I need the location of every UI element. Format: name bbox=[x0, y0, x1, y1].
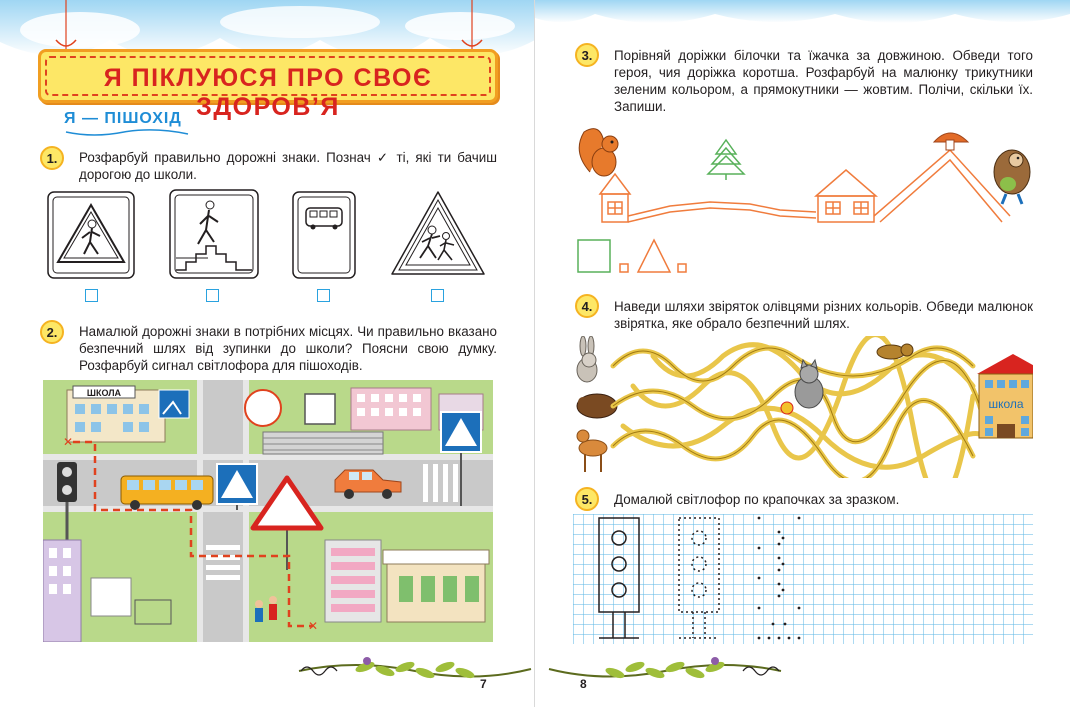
bus-stop-sign[interactable] bbox=[291, 190, 357, 280]
task-number-4: 4. bbox=[575, 294, 599, 318]
section-subtitle: Я — ПІШОХІД bbox=[64, 110, 182, 127]
checkbox-sign-2[interactable] bbox=[206, 289, 219, 302]
street-scene-illustration bbox=[43, 380, 493, 642]
svg-text:✕: ✕ bbox=[63, 435, 74, 449]
task-1-text: Розфарбуй правильно дорожні знаки. Познач ✓ ті, які ти бачиш дорогою до школи. bbox=[79, 150, 497, 182]
checkbox-sign-4[interactable] bbox=[431, 289, 444, 302]
children-crossing-icon[interactable] bbox=[388, 188, 488, 280]
maze-school-label: школа bbox=[988, 397, 1024, 411]
maze-illustration bbox=[573, 336, 1033, 478]
task-number-2: 2. bbox=[40, 320, 64, 344]
right-page bbox=[535, 0, 1070, 707]
task-4-text: Наведи шляхи звіряток олівцями різних кольорів. Обведи малюнок звірятка, яке обрало безпечний шлях. bbox=[614, 299, 1033, 331]
traffic-light-grid[interactable] bbox=[573, 514, 1033, 644]
squirrel-icon bbox=[579, 129, 618, 176]
task-2-text: Намалюй дорожні знаки в потрібних місцях. Чи правильно вказано безпечний шлях від зупинки до школи? Поясни свою думку. Розфарбуй сигнал світлофора для пішоходів. bbox=[79, 324, 497, 373]
sky-clouds-decoration-right bbox=[535, 0, 1070, 40]
footer-vine-decoration-left bbox=[295, 655, 535, 685]
scene-school-label: ШКОЛА bbox=[86, 388, 122, 398]
page-number-left: 7 bbox=[480, 677, 487, 691]
task-5-text: Домалюй світлофор по крапочках за зразком. bbox=[614, 492, 900, 507]
task-number-1: 1. bbox=[40, 146, 64, 170]
checkbox-sign-3[interactable] bbox=[317, 289, 330, 302]
page-number-right: 8 bbox=[580, 677, 587, 691]
task-3-text: Порівняй доріжки білочки та їжачка за довжиною. Обведи того героя, чия доріжка коротша. Розфарбуй на малюнку трикутники зеленим кольором, а прямокутники — жовтим. Полічи, скільки їх. Запиши. bbox=[614, 48, 1033, 114]
task-number-3: 3. bbox=[575, 43, 599, 67]
svg-text:✕: ✕ bbox=[308, 619, 319, 633]
underground-crossing-icon[interactable] bbox=[168, 188, 260, 280]
subtitle-underline-decoration bbox=[64, 128, 194, 138]
pedestrian-crossing-icon[interactable] bbox=[46, 190, 136, 280]
hedgehog-icon bbox=[994, 150, 1030, 204]
paths-comparison-illustration bbox=[570, 122, 1040, 282]
school-building-illustration bbox=[977, 354, 1033, 438]
fawn-icon bbox=[577, 430, 607, 472]
rabbit-icon bbox=[577, 336, 597, 382]
task-number-5: 5. bbox=[575, 487, 599, 511]
checkbox-sign-1[interactable] bbox=[85, 289, 98, 302]
page-title: Я ПІКЛУЮСЯ ПРО СВОЄ ЗДОРОВ’Я bbox=[103, 64, 433, 121]
